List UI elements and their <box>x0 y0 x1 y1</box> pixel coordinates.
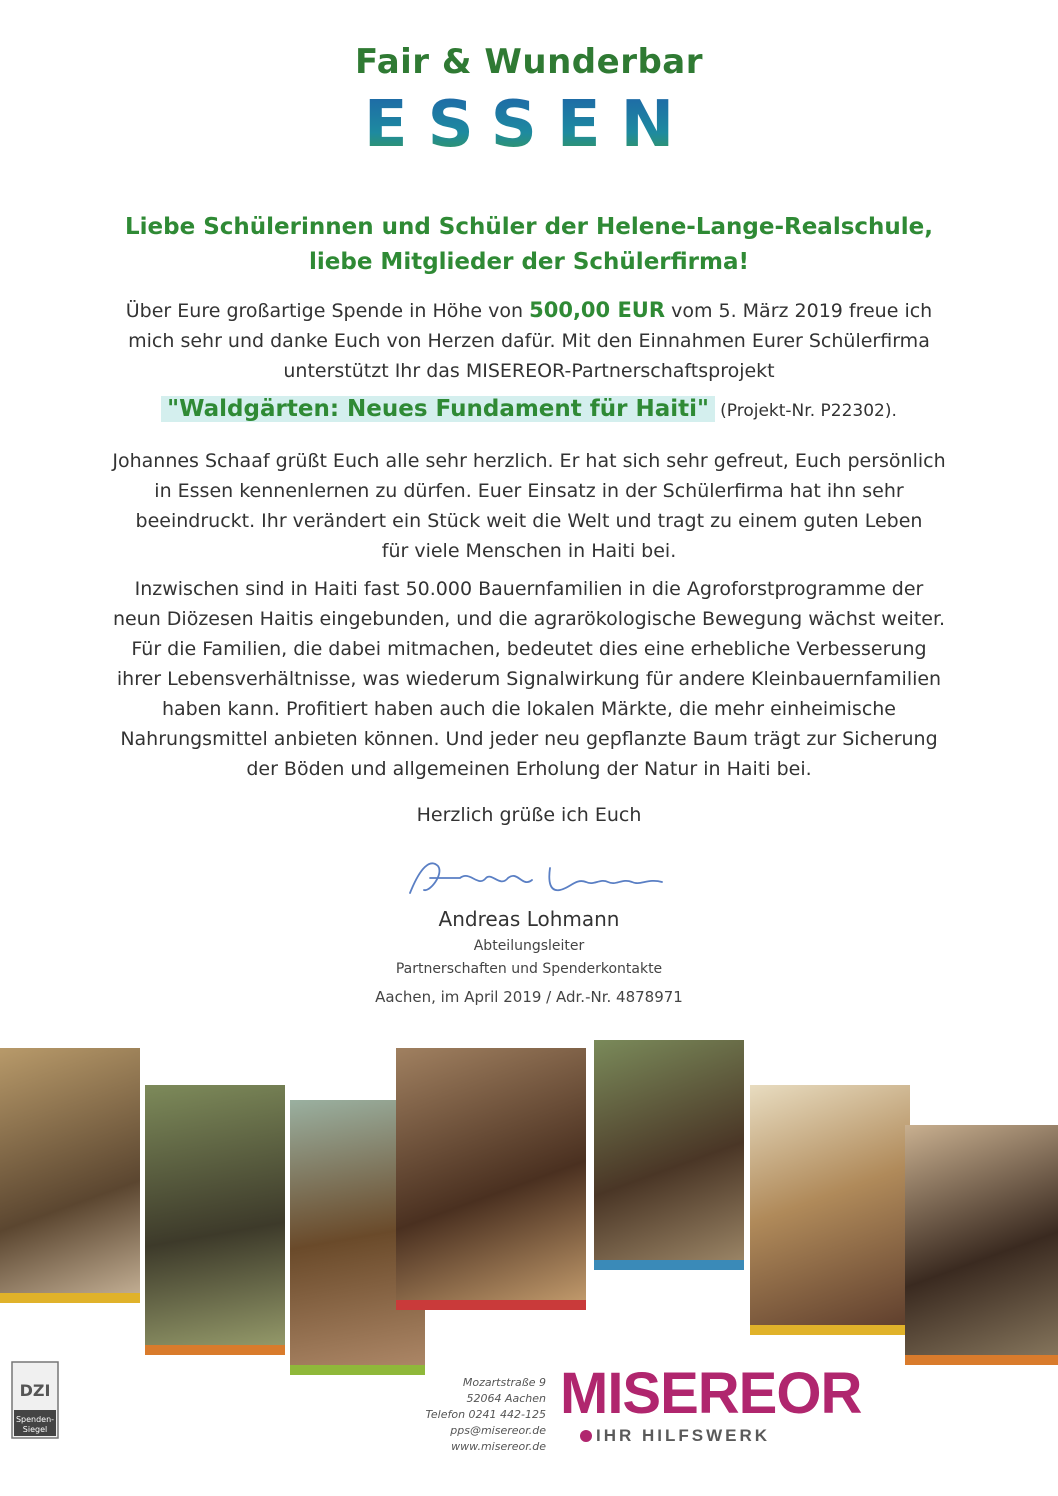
paragraph-line: neun Diözesen Haitis eingebunden, und die agrarökologische Bewegung wächst weiter. <box>112 608 946 630</box>
logo-subtitle: IHR HILFSWERK <box>596 1426 771 1445</box>
address-street: Mozartstraße 9 <box>462 1376 546 1389</box>
logo-dot <box>580 1430 592 1442</box>
paragraph-line: Inzwischen sind in Haiti fast 50.000 Bauernfamilien in die Agroforstprogramme der <box>134 578 924 600</box>
greeting-line-2: liebe Mitglieder der Schülerfirma! <box>309 249 749 275</box>
signer-department: Partnerschaften und Spenderkontakte <box>395 961 663 977</box>
portrait-photo <box>145 1085 285 1355</box>
signer-name: Andreas Lohmann <box>438 907 620 931</box>
project-title: "Waldgärten: Neues Fundament für Haiti" <box>161 396 715 422</box>
donation-amount: 500,00 EUR <box>529 298 666 322</box>
svg-text:Spenden-: Spenden- <box>15 1415 55 1424</box>
campaign-tagline: Fair & Wunderbar <box>354 42 704 82</box>
impact-paragraph <box>0 574 1058 784</box>
donation-line-2: mich sehr und danke Euch von Herzen dafür. Mit den Einnahmen Eurer Schülerfirma <box>128 330 930 352</box>
address-email: pps@misereor.de <box>450 1424 546 1437</box>
portrait-photo <box>396 1048 586 1310</box>
campaign-city: ESSEN <box>0 88 1058 162</box>
address-website: www.misereor.de <box>451 1440 546 1453</box>
donation-text-before: Über Eure großartige Spende in Höhe von <box>125 300 530 322</box>
paragraph-line: Für die Familien, die dabei mitmachen, bedeutet dies eine erhebliche Verbesserung <box>131 638 927 660</box>
paragraph-line: der Böden und allgemeinen Erholung der Natur in Haiti bei. <box>246 758 812 780</box>
address-phone: Telefon 0241 442-125 <box>425 1408 546 1421</box>
donation-line-1 <box>0 295 1058 326</box>
contact-address <box>400 1375 546 1455</box>
donation-paragraph <box>0 295 1058 386</box>
place-date-line: Aachen, im April 2019 / Adr.-Nr. 4878971 <box>375 988 683 1006</box>
svg-text:Siegel: Siegel <box>22 1425 48 1434</box>
paragraph-line: in Essen kennenlernen zu dürfen. Euer Einsatz in der Schülerfirma hat ihn sehr <box>154 480 904 502</box>
handwritten-signature <box>400 848 680 908</box>
donation-seal-logo <box>10 1360 60 1440</box>
project-line <box>0 396 1058 422</box>
portrait-photo <box>750 1085 910 1335</box>
paragraph-line: Johannes Schaaf grüßt Euch alle sehr herzlich. Er hat sich sehr gefreut, Euch persönlich <box>112 450 946 472</box>
photo-collage <box>0 1040 1058 1370</box>
donation-line-3: unterstützt Ihr das MISEREOR-Partnerschaftsprojekt <box>283 360 775 382</box>
portrait-photo <box>905 1125 1058 1365</box>
address-city: 52064 Aachen <box>466 1392 546 1405</box>
donation-text-after: vom 5. März 2019 freue ich <box>665 300 933 322</box>
svg-text:DZI: DZI <box>19 1381 51 1400</box>
closing-phrase: Herzlich grüße ich Euch <box>416 804 642 826</box>
signer-role: Abteilungsleiter <box>473 938 585 954</box>
project-number: (Projekt-Nr. P22302). <box>720 401 897 421</box>
greeting-line-1: Liebe Schülerinnen und Schüler der Helene-Lange-Realschule, <box>124 214 934 240</box>
portrait-photo <box>594 1040 744 1270</box>
misereor-logo: MISEREOR <box>560 1361 862 1426</box>
portrait-photo <box>0 1048 140 1303</box>
paragraph-line: für viele Menschen in Haiti bei. <box>381 540 677 562</box>
greeting-paragraph <box>0 446 1058 566</box>
paragraph-line: beeindruckt. Ihr verändert ein Stück weit die Welt und tragt zu einem guten Leben <box>135 510 923 532</box>
paragraph-line: Nahrungsmittel anbieten können. Und jeder neu gepflanzte Baum trägt zur Sicherung <box>120 728 938 750</box>
paragraph-line: haben kann. Profitiert haben auch die lokalen Märkte, die mehr einheimische <box>162 698 896 720</box>
paragraph-line: ihrer Lebensverhältnisse, was wiederum Signalwirkung für andere Kleinbauernfamilien <box>116 668 942 690</box>
